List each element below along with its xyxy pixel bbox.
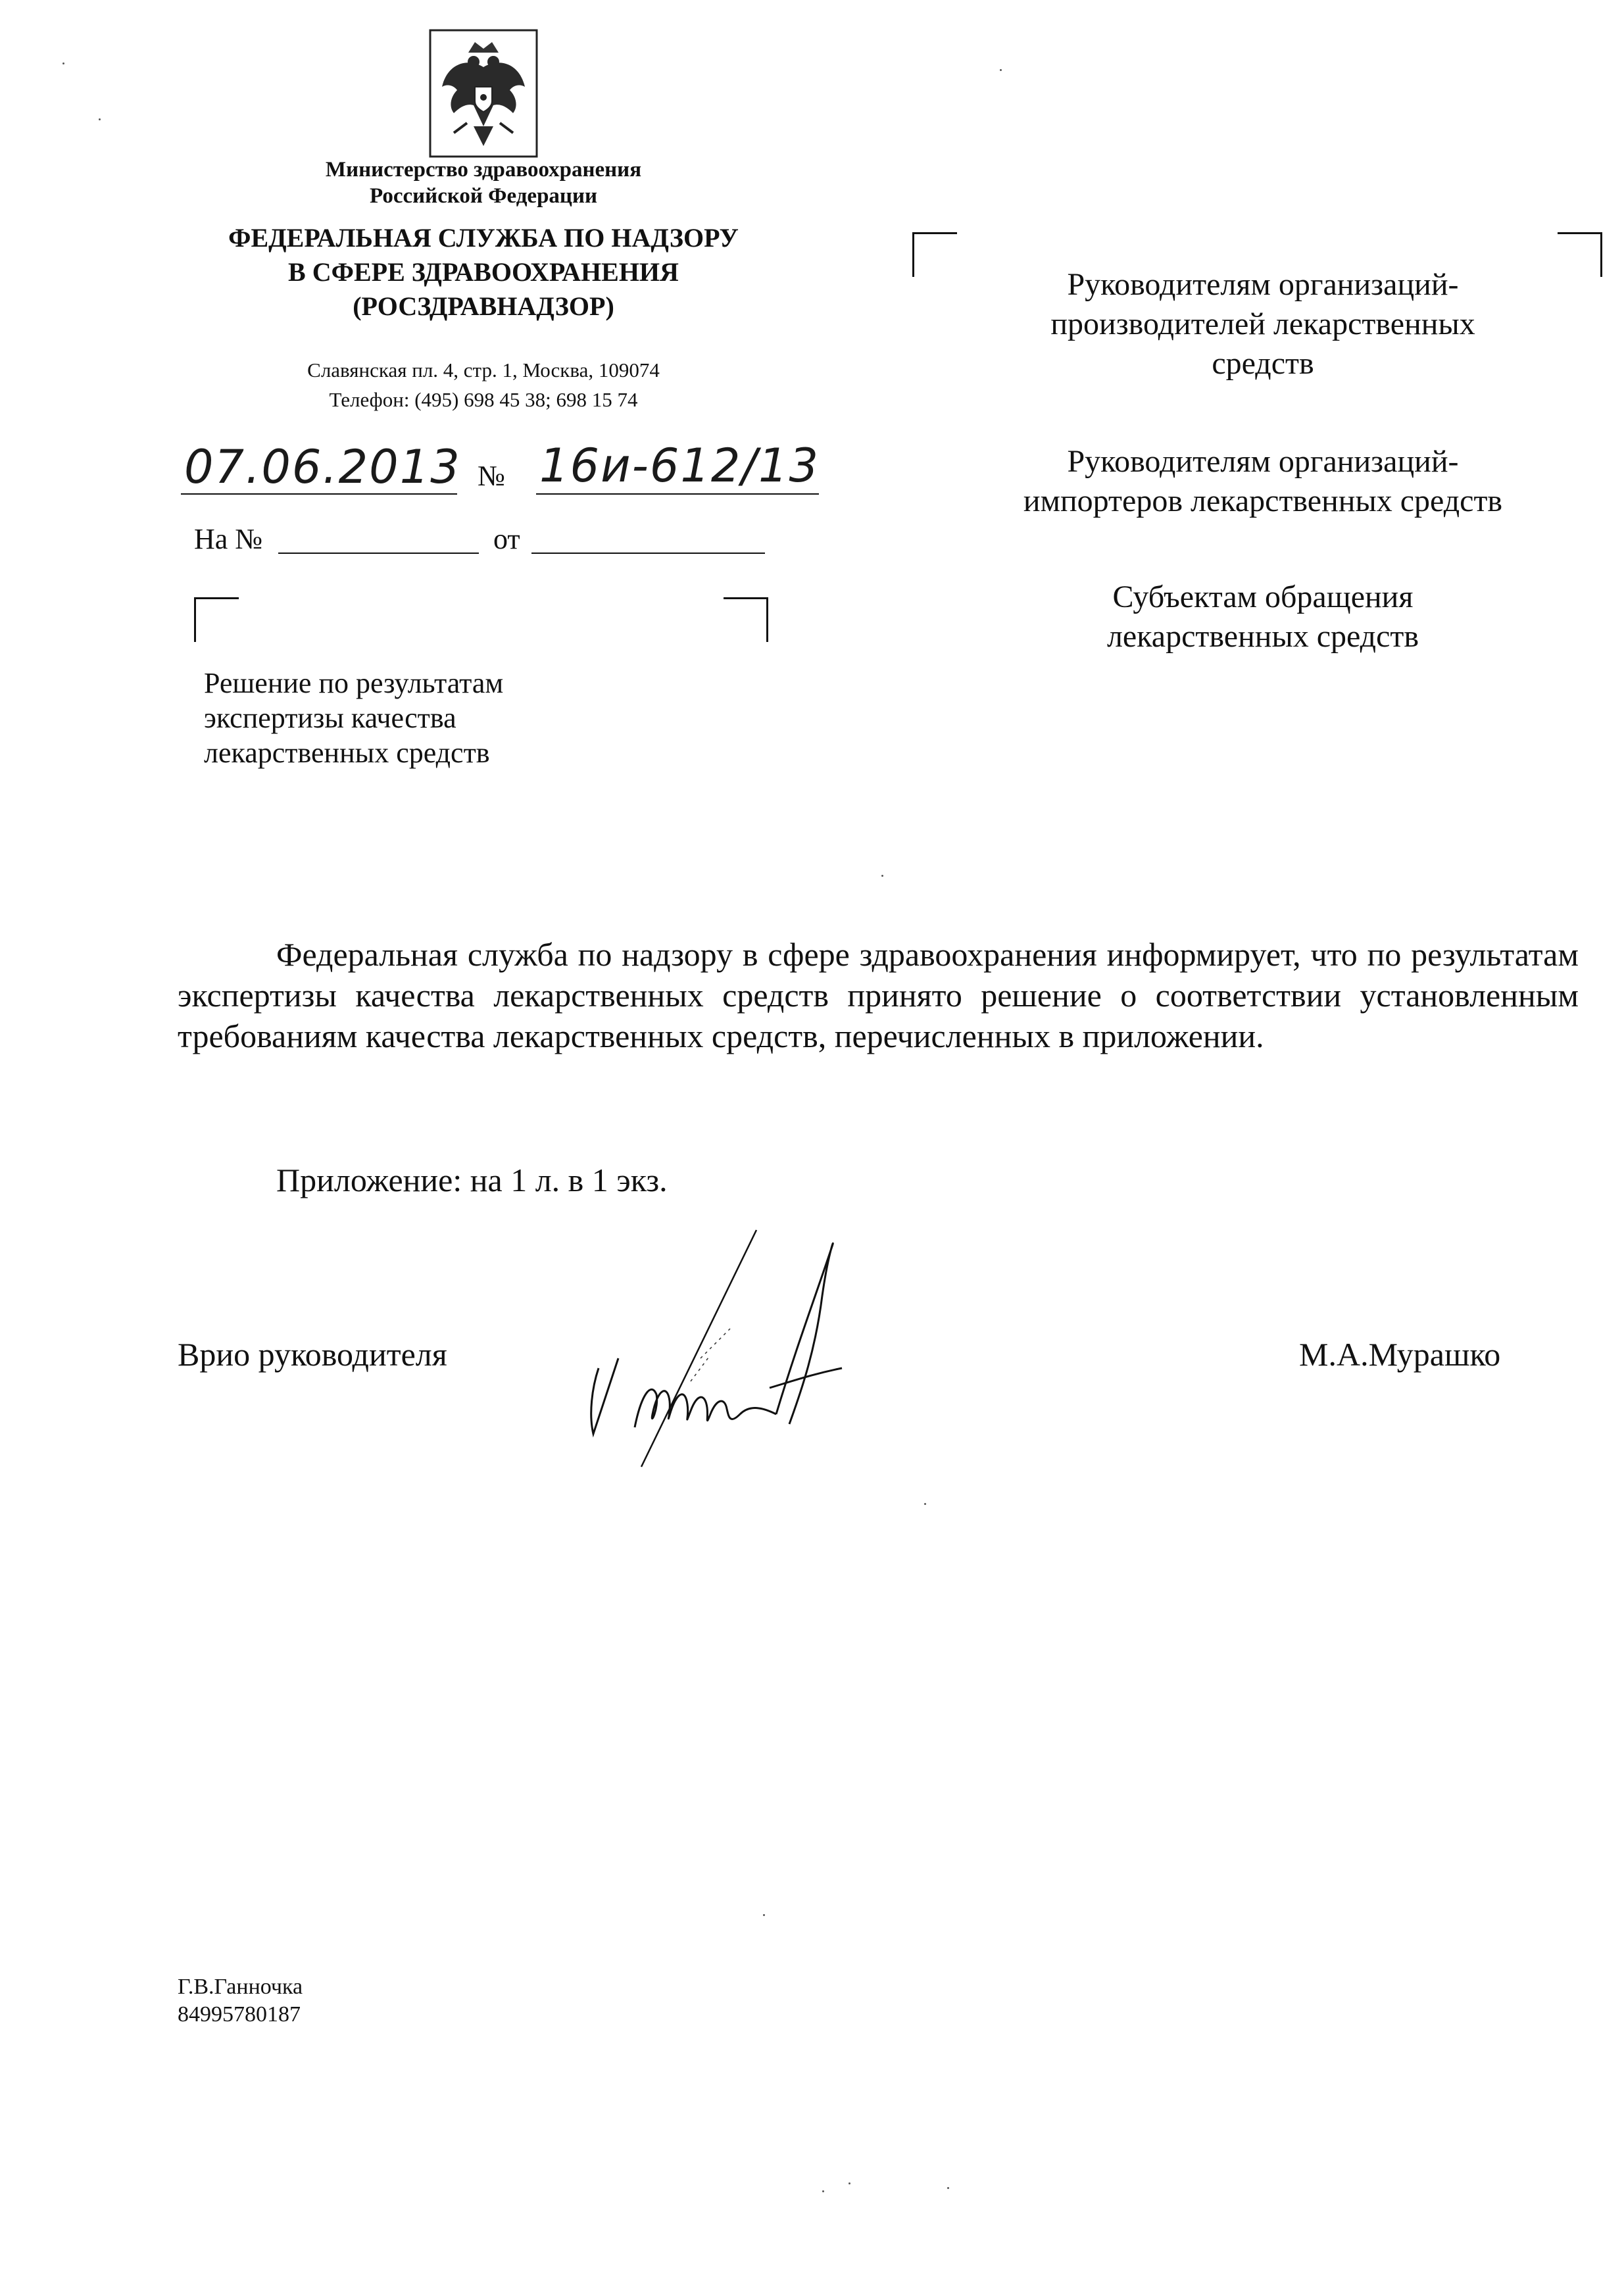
scan-speck — [1000, 69, 1002, 71]
scan-speck — [763, 1914, 765, 1916]
state-emblem-icon — [428, 28, 539, 159]
scan-speck — [849, 2182, 850, 2184]
scan-speck — [99, 118, 101, 120]
performer-name: Г.В.Ганночка — [178, 1975, 303, 1999]
reference-number-blank — [278, 553, 479, 554]
addressee-manufacturers: Руководителям организаций- производителей лекарственных средств — [1050, 267, 1475, 381]
reference-date-label: от — [493, 523, 520, 555]
subject-bracket-right — [724, 597, 768, 642]
ministry-name: Министерство здравоохранения Российской Федерации — [325, 158, 642, 208]
addressee-importers: Руководителям организаций- импортеров лекарственных средств — [1023, 444, 1503, 518]
performer-contact — [178, 1973, 303, 2029]
scan-speck — [881, 875, 883, 877]
subject-bracket-left — [194, 597, 239, 642]
document-number: 16и-612/13 — [539, 439, 820, 493]
date-underline — [181, 493, 457, 495]
scan-speck — [947, 2187, 949, 2189]
reference-number-label: На № — [194, 523, 263, 555]
scan-speck — [62, 62, 64, 64]
number-sign: № — [478, 460, 505, 492]
document-subject: Решение по результатам экспертизы качества лекарственных средств — [204, 667, 504, 769]
number-underline — [536, 493, 819, 495]
scan-speck — [924, 1503, 926, 1505]
organization-address: Славянская пл. 4, стр. 1, Москва, 109074 Телефон: (495) 698 45 38; 698 15 74 — [307, 358, 660, 411]
signatory-position: Врио руководителя — [178, 1336, 447, 1373]
scan-speck — [822, 2190, 824, 2192]
reference-date-blank — [531, 553, 765, 554]
service-name: ФЕДЕРАЛЬНАЯ СЛУЖБА ПО НАДЗОРУ В СФЕРЕ ЗДРАВООХРАНЕНИЯ (РОСЗДРАВНАДЗОР) — [228, 223, 739, 321]
handwritten-signature — [579, 1217, 927, 1493]
appendix-note: Приложение: на 1 л. в 1 экз. — [276, 1162, 668, 1198]
addressee-circulation-subjects: Субъектам обращения лекарственных средств — [1106, 579, 1419, 654]
document-date: 07.06.2013 — [184, 440, 461, 494]
signatory-name: М.А.Мурашко — [1299, 1336, 1501, 1373]
performer-phone: 84995780187 — [178, 2002, 301, 2027]
body-paragraph: Федеральная служба по надзору в сфере здравоохранения информирует, что по результатам экспертизы качества лекарственных средств принято решение о соответствии установленным требованиям качества лекарственных средств, перечисленных в приложении. — [178, 936, 1579, 1054]
